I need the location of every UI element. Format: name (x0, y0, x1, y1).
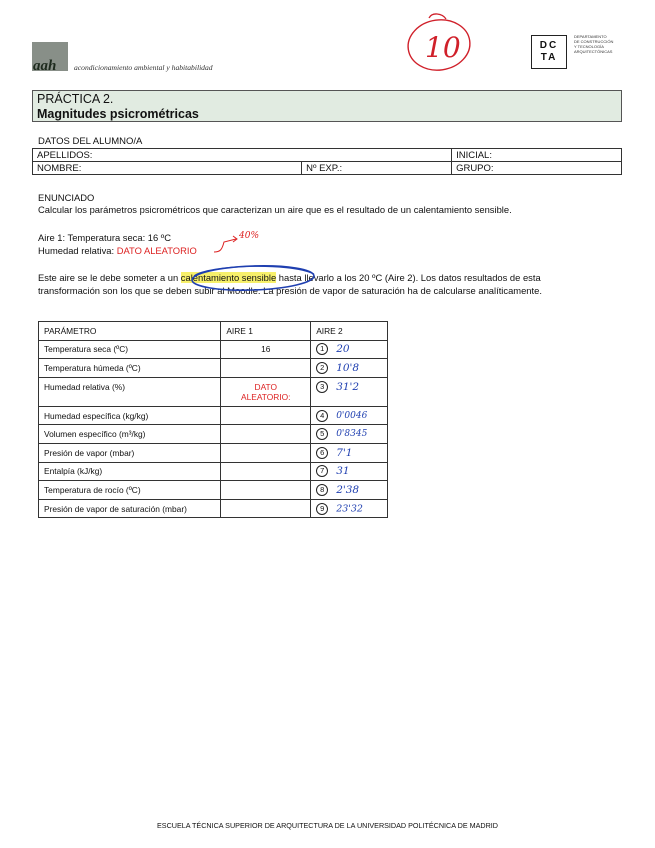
grupo-field[interactable]: GRUPO: (452, 162, 622, 175)
header-aire1: AIRE 1 (221, 322, 311, 341)
answer: 10'8 (336, 361, 360, 374)
aire1-humidity: Humedad relativa: DATO ALEATORIO (38, 245, 197, 256)
student-data-table (32, 148, 622, 175)
row-number: 6 (316, 447, 328, 459)
table-row: Humedad relativa (%) DATO ALEATORIO: 3 31'2 (39, 377, 388, 406)
answer: 7'1 (336, 446, 353, 459)
answer: 2'38 (336, 483, 360, 496)
header-aire2: AIRE 2 (311, 322, 388, 341)
table-row: Temperatura húmeda (ºC) 2 10'8 (39, 359, 388, 378)
aire1-temp: Aire 1: Temperatura seca: 16 ºC (38, 232, 172, 243)
answer: 31'2 (336, 380, 360, 393)
alumno-heading: DATOS DEL ALUMNO/A (38, 136, 143, 147)
row-number: 5 (316, 428, 328, 440)
table-row: Temperatura de rocío (ºC) 8 2'38 (39, 481, 388, 500)
inicial-field[interactable]: INICIAL: (452, 149, 622, 162)
grade-text: 10 (425, 31, 461, 64)
dcta-logo (531, 35, 567, 69)
answer: 20 (336, 343, 350, 356)
row-number: 1 (316, 343, 328, 355)
header-parametro: PARÁMETRO (39, 322, 221, 341)
enunciado-heading: ENUNCIADO (38, 192, 95, 203)
footer-text: ESCUELA TÉCNICA SUPERIOR DE ARQUITECTURA DE LA UNIVERSIDAD POLITÉCNICA DE MADRID (157, 821, 498, 830)
answer: 0'8345 (336, 429, 368, 440)
row-number: 2 (316, 362, 328, 374)
highlight-calentamiento: calentamiento sensible (180, 272, 277, 283)
enunciado-text: Calcular los parámetros psicrométricos que caracterizan un aire que es el resultado de un calentamiento sensible. (38, 204, 512, 215)
grade-mark (402, 10, 477, 74)
dato-aleatorio-cell: DATO ALEATORIO: (241, 381, 291, 402)
answer: 0'0046 (336, 410, 368, 421)
row-number: 3 (316, 381, 328, 393)
dato-aleatorio: DATO ALEATORIO (116, 245, 197, 256)
dept-name: DEPARTAMENTO DE CONSTRUCCIÓN Y TECNOLOGÍA ARQUITECTÓNICAS (574, 34, 614, 54)
answer: 23'32 (336, 503, 363, 515)
logo-tagline: acondicionamiento ambiental y habitabilidad (74, 63, 213, 72)
table-row: Entalpía (kJ/kg) 7 31 (39, 462, 388, 481)
table-row: Presión de vapor (mbar) 6 7'1 (39, 443, 388, 462)
table-row: Presión de vapor de saturación (mbar) 9 23'32 (39, 499, 388, 518)
dcta-text: DCTA (539, 40, 559, 63)
row-number: 8 (316, 484, 328, 496)
table-row: Volumen específico (m³/kg) 5 0'8345 (39, 425, 388, 444)
handwritten-note: 40% (239, 231, 260, 241)
table-header-row (39, 322, 388, 341)
table-row: Humedad específica (kg/kg) 4 0'0046 (39, 406, 388, 425)
circle-annotation (188, 260, 322, 300)
row-number: 4 (316, 410, 328, 422)
practice-number: PRÁCTICA 2. (37, 92, 114, 106)
annotation-arrow (212, 232, 242, 254)
row-number: 9 (316, 503, 328, 515)
nombre-field[interactable]: NOMBRE: (33, 162, 302, 175)
row-number: 7 (316, 465, 328, 477)
parameters-table (38, 321, 388, 518)
paragraph-line1: Este aire se le debe someter a un calentamiento sensible hasta llevarlo a los 20 ºC (Aire 2). Los datos resultados de esta (38, 272, 541, 283)
paragraph-line2: transformación son los que se deben subir al Moodle. La presión de vapor de saturación ha de calcularse analíticamente. (38, 285, 542, 296)
answer: 31 (336, 465, 350, 478)
table-row: Temperatura seca (ºC) 16 1 20 (39, 340, 388, 359)
practice-title: Magnitudes psicrométricas (37, 107, 199, 121)
nexp-field[interactable]: Nº EXP.: (302, 162, 452, 175)
apellidos-field[interactable]: APELLIDOS: (33, 149, 452, 162)
logo-text: aah (33, 58, 57, 74)
